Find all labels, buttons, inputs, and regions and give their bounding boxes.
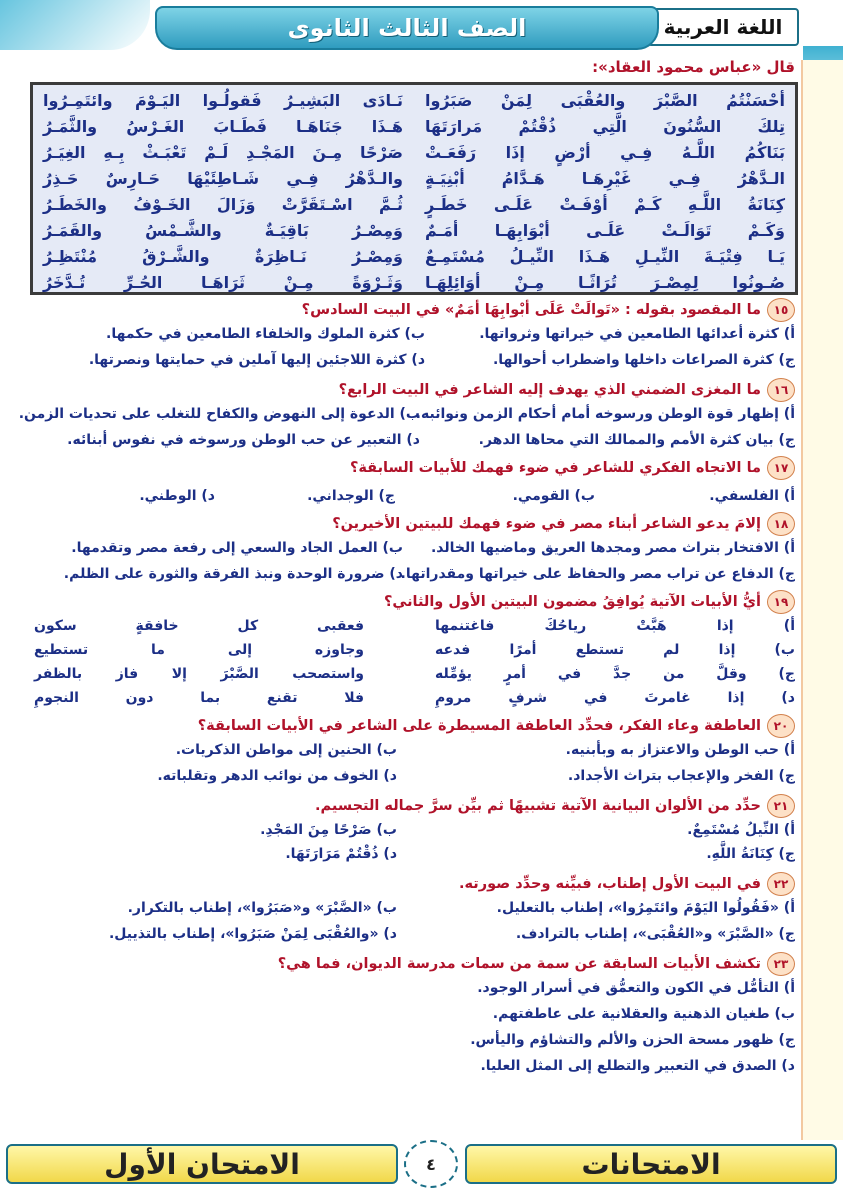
answer-option-a[interactable]: أ) إظهار قوة الوطن ورسوخه أمام أحكام الزمن ونوائبه. [415, 406, 795, 422]
verse-first-hemistich: أحْسَنْتُمُ الصَّبْرَ والعُقْبَى لِمَنْ صَبَرُوا [425, 91, 785, 110]
poem-verse [33, 115, 795, 141]
answer-option-d[interactable]: د) التعبير عن حب الوطن ورسوخه في نفوس أبنائه. [67, 432, 420, 448]
answer-option-b[interactable]: ب) الدعوة إلى النهوض والكفاح للتغلب على تحديات الزمن. [18, 406, 420, 422]
poem-intro-prefix: قال « [751, 58, 795, 76]
question-text: ما المغزى الضمني الذي يهدف إليه الشاعر في البيت الرابع؟ [338, 382, 761, 398]
answer-option-b[interactable]: ب) صَرْحًا مِنَ المَجْدِ. [260, 822, 397, 838]
verse-first-hemistich: يَـا فِتْيَـةَ النِّيـلِ هَـذَا النِّيـلُ مُسْتَمِـعٌ [425, 247, 785, 266]
verse-second-hemistich: صَرْحًا مِـنَ المَجْـدِ لَـمْ تَعْبَـثْ بِـهِ الغِيَـرُ [43, 143, 403, 162]
answer-option-a[interactable]: أ) «فَقُولُوا اليَوْمَ وائتَمِرُوا»، إطناب بالتعليل. [496, 900, 795, 916]
poem-verse [33, 167, 795, 193]
poet-name: عباس محمود العقاد [607, 58, 752, 76]
question-23 [34, 952, 795, 1082]
verse-second-hemistich: نَـادَى البَشِيـرُ فَقولُـوا اليَـوْمَ وائتَمِـرُوا [43, 91, 403, 110]
question-header [459, 872, 795, 896]
question-header [350, 456, 795, 480]
answer-option-c[interactable]: ج) الدفاع عن تراب مصر والحفاظ على خيراتها ومقدراتها. [400, 566, 795, 582]
answer-option-d[interactable]: د) الخوف من نوائب الدهر وتقلباته. [157, 768, 397, 784]
answer-option-b[interactable]: ب) الحنين إلى مواطن الذكريات. [175, 742, 397, 758]
answer-option-b-second-hemistich: وجاوزه إلى ما تستطيع [34, 642, 364, 658]
verse-second-hemistich: وَثَـرْوَةً مِـنْ ثَرَاهَـا الحُـرِّ تُـدَّخَرُ [43, 273, 403, 292]
question-number: ١٥ [767, 298, 795, 322]
answer-option-a[interactable]: أ) التأمُّل في الكون والتعمُّق في أسرار الوجود. [477, 980, 795, 996]
poem-verse [33, 245, 795, 271]
question-header [302, 298, 795, 322]
poem-intro [592, 58, 795, 76]
question-16 [18, 378, 795, 458]
header-corner-decoration [0, 0, 150, 50]
answer-option-a[interactable]: أ) إذا هَبَّتْ رياحُكَ فاغتنمها [435, 618, 795, 634]
question-20 [34, 714, 795, 794]
answer-option-d[interactable]: د) كثرة اللاجئين إليها آملين في حمايتها ونصرتها. [88, 352, 425, 368]
question-21 [34, 794, 795, 872]
question-text: أيُّ الأبيات الآتية يُوافِقُ مضمون البيتين الأول والثاني؟ [383, 594, 761, 610]
answer-option-c[interactable]: ج) كثرة الصراعات داخلها واضطراب أحوالها. [492, 352, 795, 368]
question-header [278, 952, 795, 976]
answer-option-c[interactable]: ج) الوجداني. [307, 488, 395, 504]
verse-first-hemistich: بَنَاكُمُ اللَّـهُ فِـي أرْضٍ إذَا رَفَعَـتْ [425, 143, 785, 162]
question-header [339, 378, 795, 402]
page-number: ٤ [404, 1140, 458, 1188]
answer-option-c[interactable]: ج) وقلَّ من جدَّ في أمرٍ يؤمِّله [435, 666, 795, 682]
question-text: تكشف الأبيات السابقة عن سمة من سمات مدرسة الديوان، فما هي؟ [277, 956, 761, 972]
poem-intro-suffix: »: [592, 58, 608, 76]
answer-option-a[interactable]: أ) حب الوطن والاعتزاز به وبأبنيه. [565, 742, 795, 758]
poem-verse [33, 193, 795, 219]
verse-first-hemistich: وَكَـمْ تَوَالَـتْ عَلَـى أبْوَابِهَـا أمَـمٌ [425, 221, 785, 240]
question-text: ما الاتجاه الفكري للشاعر في ضوء فهمك للأبيات السابقة؟ [349, 460, 761, 476]
poem-verse [33, 89, 795, 115]
answer-option-a[interactable]: أ) الفلسفي. [709, 488, 795, 504]
answer-option-d[interactable]: د) ذُقْتُمْ مَرَارَتَهَا. [285, 846, 397, 862]
question-22 [34, 872, 795, 952]
verse-second-hemistich: وَمِصْـرُ بَاقِيَـةٌ والشَّـمْسُ والقَمَـرُ [43, 221, 403, 240]
answer-option-b[interactable]: ب) كثرة الملوك والخلفاء الطامعين في حكمها. [106, 326, 425, 342]
answer-option-d[interactable]: د) إذا غامرتَ في شرفٍ مرومِ [435, 690, 795, 706]
verse-second-hemistich: ثُـمَّ اسْـتَقَرَّتْ وَزَالَ الخَـوْفُ والخَطَـرُ [43, 195, 403, 214]
question-number: ٢٣ [767, 952, 795, 976]
answer-option-c[interactable]: ج) الفخر والإعجاب بتراث الأجداد. [567, 768, 795, 784]
answer-option-d[interactable]: د) الوطني. [139, 488, 215, 504]
answer-option-c[interactable]: ج) كِنَانَةُ اللَّهِ. [706, 846, 795, 862]
question-19 [34, 590, 795, 716]
answer-option-c[interactable]: ج) ظهور مسحة الحزن والألم والتشاؤم واليأس. [470, 1032, 795, 1048]
answer-option-a-second-hemistich: فعقبى كل خافقةٍ سكون [34, 618, 364, 634]
book-section-title: الامتحانات [465, 1144, 837, 1184]
question-header [315, 794, 795, 818]
question-17 [34, 456, 795, 510]
answer-option-d-second-hemistich: فلا تقنع بما دون النجومِ [34, 690, 364, 706]
subject-label: اللغة العربية [647, 8, 799, 46]
poem-box [30, 82, 798, 295]
verse-first-hemistich: كِنَانَةُ اللَّـهِ كَـمْ أوْفَـتْ عَلَـى خَطَـرٍ [425, 195, 785, 214]
question-header [332, 512, 795, 536]
question-text: إلامَ يدعو الشاعر أبناء مصر في ضوء فهمك للبيتين الأخيرين؟ [332, 516, 761, 532]
poem-verse [33, 219, 795, 245]
answer-option-b[interactable]: ب) القومي. [512, 488, 595, 504]
verse-first-hemistich: تِلكَ السُّنُونَ الَّتِي ذُقْتُمْ مَرارَتَهَا [425, 117, 785, 136]
question-15 [34, 298, 795, 380]
answer-option-b[interactable]: ب) إذا لم تستطع أمرًا فدعه [435, 642, 795, 658]
question-number: ١٧ [767, 456, 795, 480]
question-number: ٢١ [767, 794, 795, 818]
answer-option-d[interactable]: د) الصدق في التعبير والتطلع إلى المثل العليا. [480, 1058, 795, 1074]
answer-option-d[interactable]: د) «والعُقْبَى لِمَنْ صَبَرُوا»، إطناب بالتذييل. [108, 926, 397, 942]
question-text: حدِّد من الألوان البيانية الآتية تشبيهًا ثم بيِّن سرَّ جماله التجسيم. [315, 798, 761, 814]
answer-option-c[interactable]: ج) «الصَّبْرَ» و«العُقْبَى»، إطناب بالترادف. [515, 926, 795, 942]
exam-title: الامتحان الأول [6, 1144, 398, 1184]
answer-option-a[interactable]: أ) الافتخار بتراث مصر ومجدها العريق وماضيها الخالد. [430, 540, 795, 556]
answer-option-b[interactable]: ب) العمل الجاد والسعي إلى رفعة مصر وتقدمها. [71, 540, 403, 556]
answer-option-d[interactable]: د) ضرورة الوحدة ونبذ الفرقة والثورة على الظلم. [63, 566, 403, 582]
verse-second-hemistich: والـدَّهْرُ فِـي شَـاطِئَيْهَا حَـارِسٌ حَـذِرُ [43, 169, 403, 188]
question-number: ١٨ [767, 512, 795, 536]
verse-second-hemistich: هَـذَا جَنَاهَـا فَطَـابَ الغَـرْسُ والثَّمَـرُ [43, 117, 403, 136]
grade-title: الصف الثالث الثانوى [155, 6, 659, 50]
verse-second-hemistich: وَمِصْـرُ نَـاظِرَةٌ والشَّـرْقُ مُنْتَظِـرُ [43, 247, 403, 266]
answer-option-c-second-hemistich: واستصحب الصَّبْرَ إلا فاز بالظفر [34, 666, 364, 682]
answer-option-b[interactable]: ب) «الصَّبْرَ» و«صَبَرُوا»، إطناب بالتكرار. [127, 900, 397, 916]
answer-option-a[interactable]: أ) كثرة أعدائها الطامعين في خيراتها وثرواتها. [479, 326, 795, 342]
answer-option-c[interactable]: ج) بيان كثرة الأمم والممالك التي محاها الدهر. [478, 432, 795, 448]
page-side-bar [801, 60, 843, 1140]
question-number: ١٦ [767, 378, 795, 402]
question-number: ٢٠ [767, 714, 795, 738]
verse-first-hemistich: الـدَّهْرُ فِـي غَيْرِهَـا هَـدَّامُ أبْنِيَـةٍ [425, 169, 785, 188]
question-text: في البيت الأول إطناب، فبيِّنه وحدِّد صورته. [458, 876, 761, 892]
poem-verse [33, 141, 795, 167]
question-text: العاطفة وعاء الفكر، فحدِّد العاطفة المسيطرة على الشاعر في الأبيات السابقة؟ [197, 718, 761, 734]
page-footer [0, 1140, 843, 1184]
question-text: ما المقصود بقوله : «تَوالَتْ عَلَى أبْوابِهَا أمَمٌ» في البيت السادس؟ [301, 302, 761, 318]
question-number: ١٩ [767, 590, 795, 614]
answer-option-b[interactable]: ب) طغيان الذهنية والعقلانية على عاطفتهم. [492, 1006, 795, 1022]
answer-option-a[interactable]: أ) النِّيلُ مُسْتَمِعٌ. [687, 822, 795, 838]
verse-first-hemistich: صُـونُوا لِمِصْـرَ تُرَاثًـا مِـنْ أوَائِلِهَـا [425, 273, 785, 292]
question-header [384, 590, 795, 614]
question-header [198, 714, 795, 738]
question-18 [34, 512, 795, 590]
question-number: ٢٢ [767, 872, 795, 896]
poem-verse [33, 271, 795, 297]
